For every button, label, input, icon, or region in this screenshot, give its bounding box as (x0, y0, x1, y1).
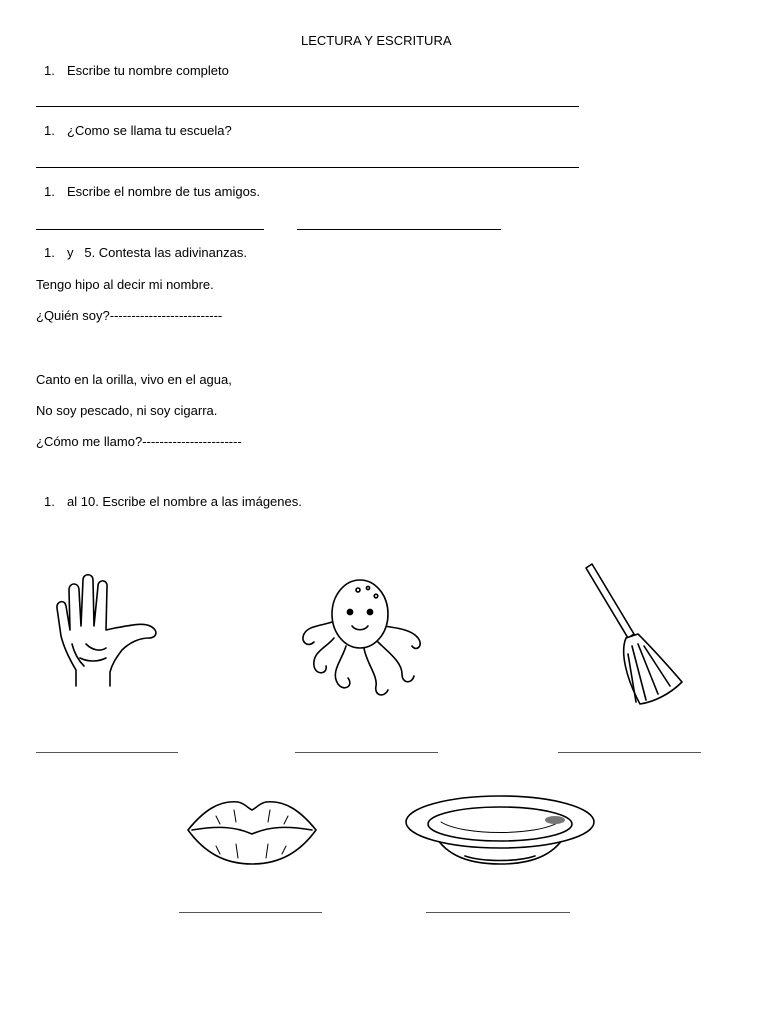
plate-icon (403, 792, 597, 868)
question-text: y 5. Contesta las adivinanzas. (67, 245, 247, 260)
answer-line-friend-1[interactable] (36, 229, 264, 230)
question-2 (44, 123, 232, 138)
image-answer-line-2[interactable] (295, 752, 438, 753)
question-4 (44, 245, 247, 260)
riddle-1-question: ¿Quién soy?-------------------------- (36, 308, 223, 323)
question-number: 1. (44, 184, 55, 199)
question-1 (44, 63, 229, 78)
hand-icon (50, 574, 160, 688)
image-answer-line-5[interactable] (426, 912, 570, 913)
riddle-2-line-2: No soy pescado, ni soy cigarra. (36, 403, 218, 418)
answer-line-school[interactable] (36, 167, 579, 168)
question-text: Escribe el nombre de tus amigos. (67, 184, 260, 199)
answer-line-name[interactable] (36, 106, 579, 107)
riddle-2-question: ¿Cómo me llamo?----------------------- (36, 434, 242, 449)
octopus-icon (298, 576, 432, 700)
question-text: Escribe tu nombre completo (67, 63, 229, 78)
lips-icon (186, 796, 318, 868)
question-6 (44, 494, 302, 509)
question-number: 1. (44, 123, 55, 138)
riddle-2-line-1: Canto en la orilla, vivo en el agua, (36, 372, 232, 387)
riddle-1-line-1: Tengo hipo al decir mi nombre. (36, 277, 214, 292)
image-answer-line-3[interactable] (558, 752, 701, 753)
question-number: 1. (44, 494, 55, 509)
question-3 (44, 184, 260, 199)
question-number: 1. (44, 63, 55, 78)
question-number: 1. (44, 245, 55, 260)
image-answer-line-4[interactable] (179, 912, 322, 913)
question-text: ¿Como se llama tu escuela? (67, 123, 232, 138)
question-text: al 10. Escribe el nombre a las imágenes. (67, 494, 302, 509)
page-title: LECTURA Y ESCRITURA (301, 33, 452, 48)
answer-line-friend-2[interactable] (297, 229, 501, 230)
image-answer-line-1[interactable] (36, 752, 178, 753)
broom-icon (582, 562, 686, 708)
